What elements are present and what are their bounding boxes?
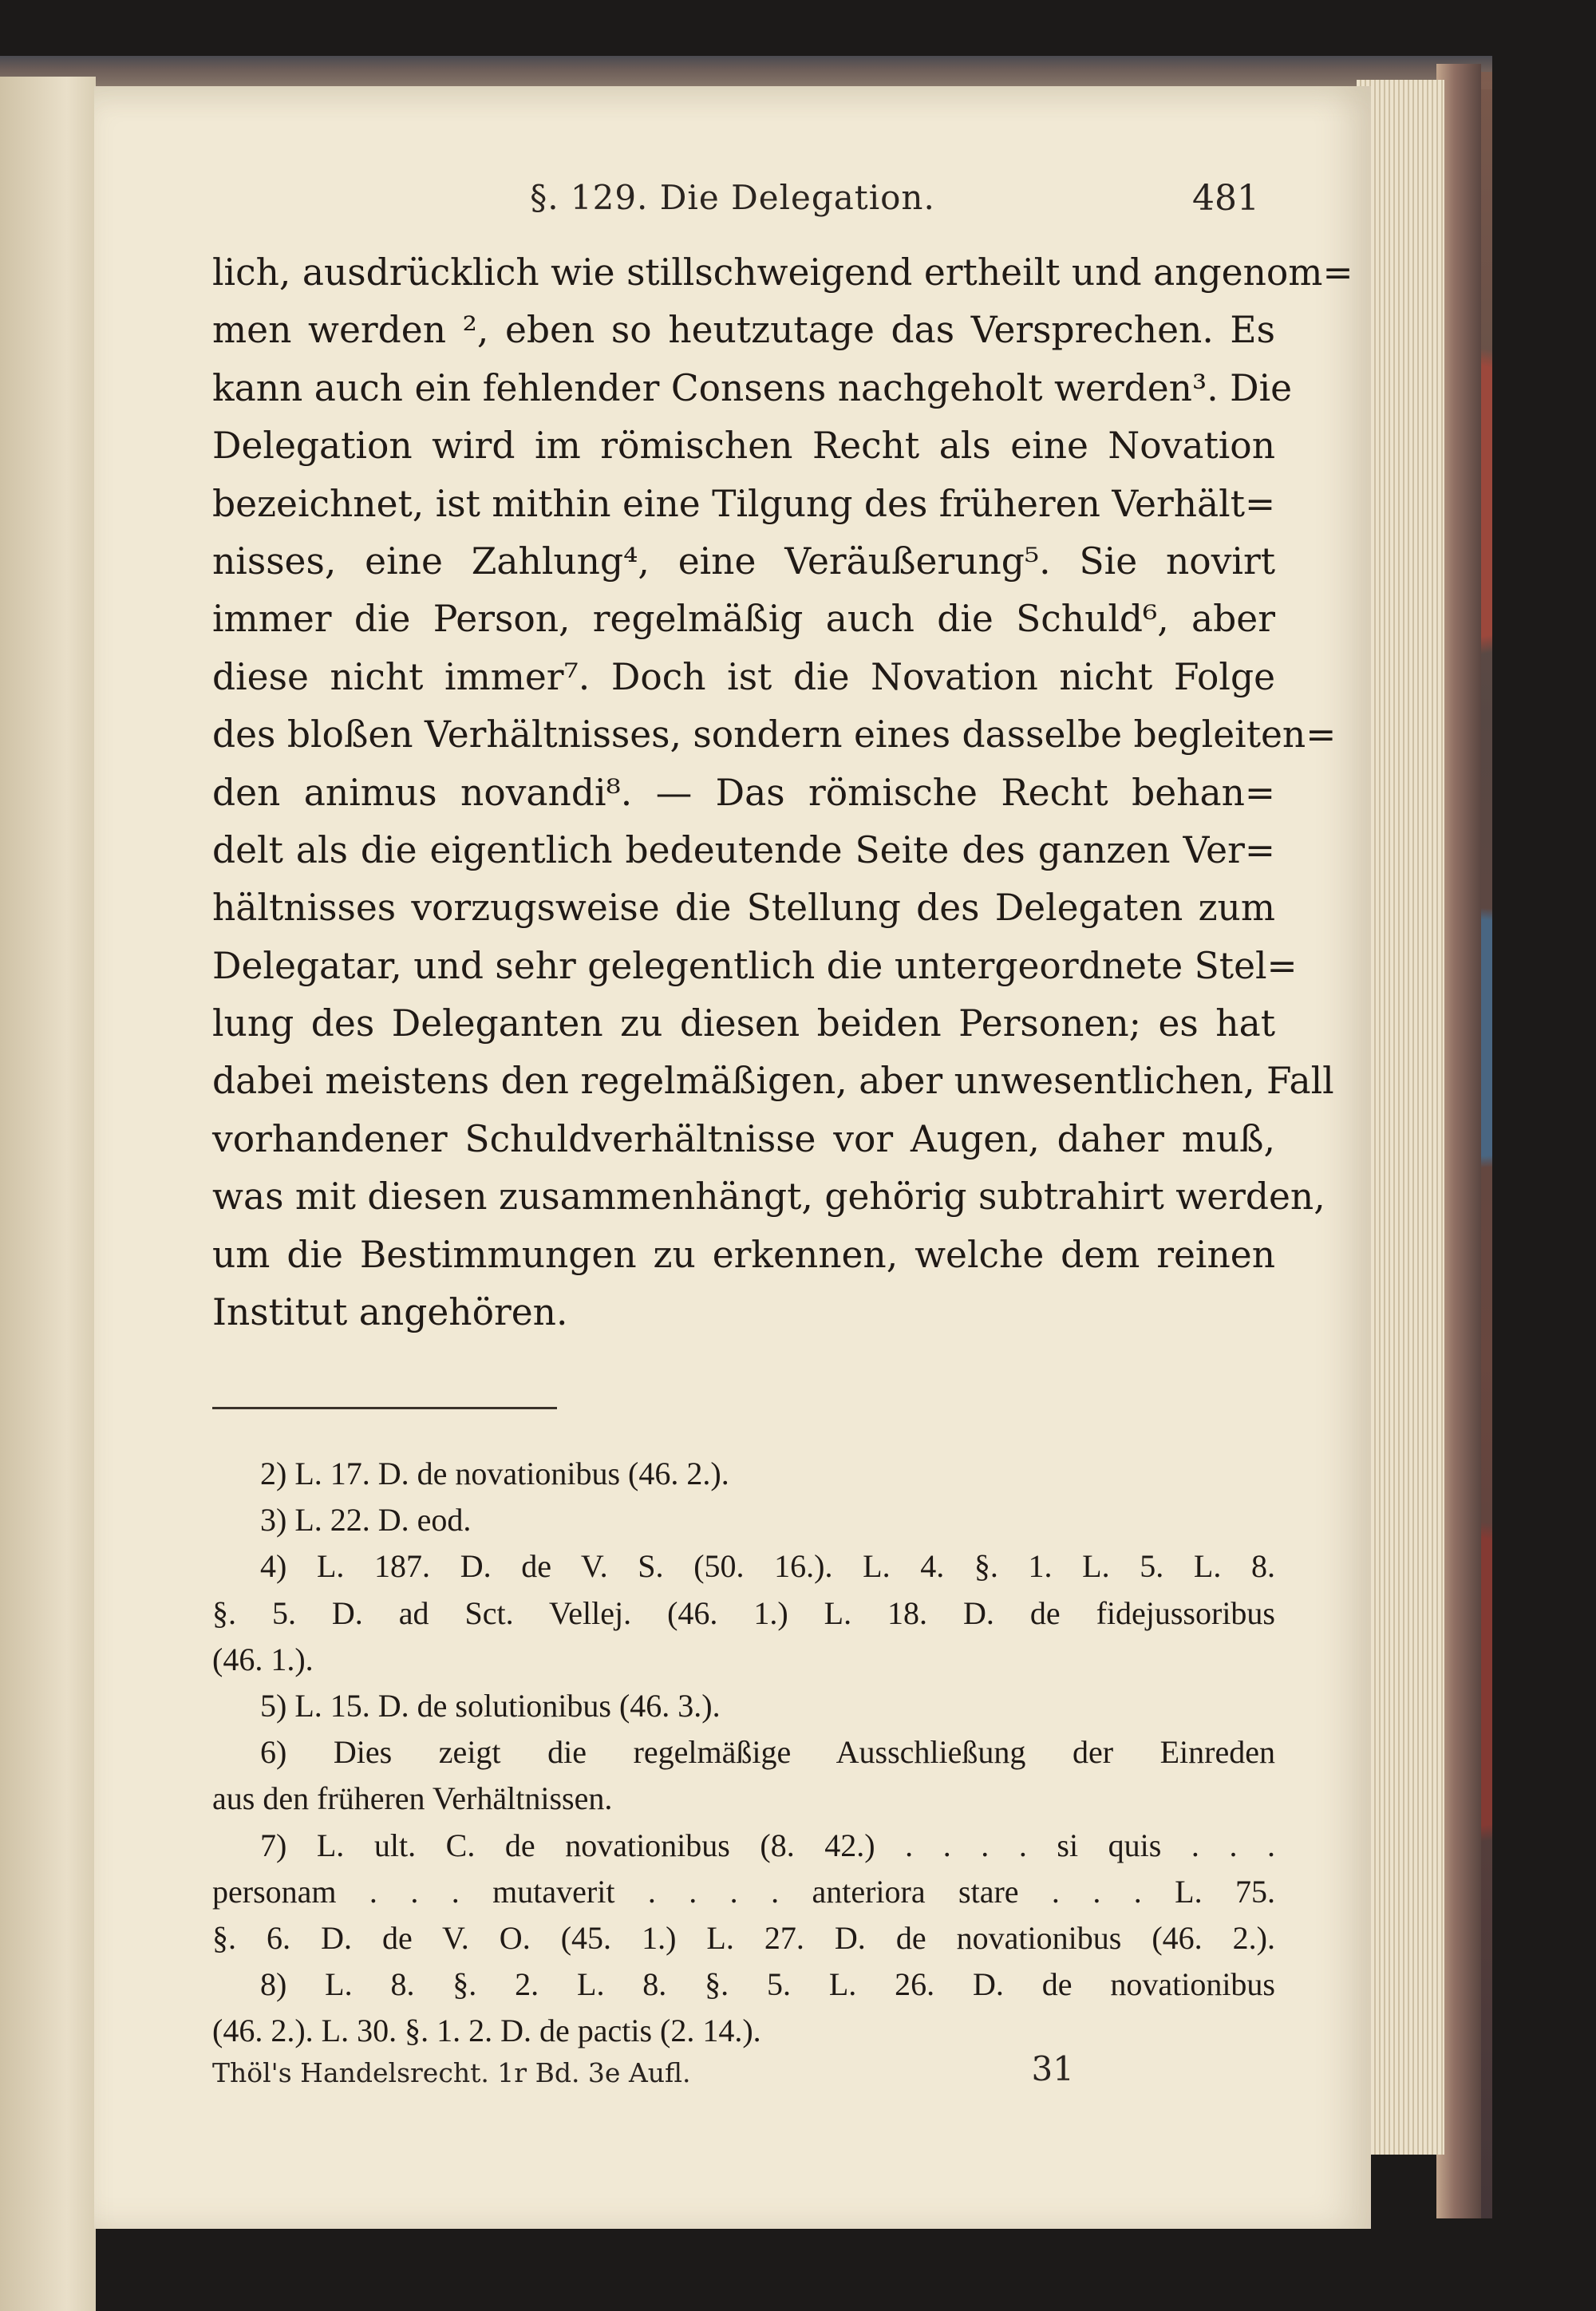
body-line: immer die Person, regelmäßig auch die Schuld⁶, aber [212,598,1275,641]
body-line: des bloßen Verhältnisses, sondern eines dasselbe begleiten= [212,713,1337,757]
body-line: den animus novandi⁸. — Das römische Recht behan= [212,771,1275,814]
body-line: Delegation wird im römischen Recht als eine Novation [212,425,1275,468]
footnote-line: 2) L. 17. D. de novationibus (46. 2.). [260,1456,729,1491]
footnote-line: 4) L. 187. D. de V. S. (50. 16.). L. 4. §. 1. L. 5. L. 8. [260,1548,1275,1585]
body-line: diese nicht immer⁷. Doch ist die Novation nicht Folge [212,655,1275,698]
body-text [212,244,1353,1341]
footnote-line: personam . . . mutaverit . . . . anteriora stare . . . L. 75. [212,1873,1275,1910]
body-line: nisses, eine Zahlung⁴, eine Veräußerung⁵. Sie novirt [212,539,1275,583]
footnote-line: 6) Dies zeigt die regelmäßige Ausschließung der Einreden [260,1734,1275,1771]
footnote-line: 3) L. 22. D. eod. [260,1502,472,1539]
body-line: dabei meistens den regelmäßigen, aber unwesentlichen, Fall [212,1060,1334,1103]
body-line: hältnisses vorzugsweise die Stellung des Delegaten zum [212,887,1275,930]
sheet-number: 31 [1031,2049,1074,2088]
section-title: §. 129. Die Delegation. [530,178,935,217]
page-number: 481 [1192,178,1259,219]
footnote-line: 5) L. 15. D. de solutionibus (46. 3.). [260,1687,721,1724]
footnote-line: aus den früheren Verhältnissen. [212,1780,613,1817]
body-line: lich, ausdrücklich wie stillschweigend ertheilt und angenom= [212,251,1353,294]
body-line: kann auch ein fehlender Consens nachgeholt werden³. Die [212,366,1293,409]
body-line: bezeichnet, ist mithin eine Tilgung des früheren Verhält= [212,482,1276,525]
book-page [94,86,1371,2229]
body-line: vorhandener Schuldverhältnisse vor Augen, daher muß, [212,1117,1275,1160]
facing-page-edge [0,77,96,2311]
footnote-line: (46. 1.). [212,1641,314,1677]
footnotes [212,1451,1275,2054]
body-line: was mit diesen zusammenhängt, gehörig subtrahirt werden, [212,1175,1325,1219]
running-head [94,178,1371,234]
footnote-line: §. 6. D. de V. O. (45. 1.) L. 27. D. de novationibus (46. 2.). [212,1919,1275,1956]
page-footer [212,2049,1074,2097]
footnote-line: (46. 2.). L. 30. §. 1. 2. D. de pactis (2. 14.). [212,2013,761,2049]
body-line: lung des Deleganten zu diesen beiden Personen; es hat [212,1002,1275,1045]
body-line: Institut angehören. [212,1291,568,1334]
footnote-line: §. 5. D. ad Sct. Vellej. (46. 1.) L. 18. D. de fidejussoribus [212,1594,1275,1631]
printer-signature: Thöl's Handelsrecht. 1r Bd. 3e Aufl. [212,2057,691,2088]
book-top-edge [0,56,1492,89]
body-line: Delegatar, und sehr gelegentlich die untergeordnete Stel= [212,944,1298,987]
footnote-rule [212,1407,557,1409]
body-line: um die Bestimmungen zu erkennen, welche dem reinen [212,1233,1275,1276]
footnote-line: 8) L. 8. §. 2. L. 8. §. 5. L. 26. D. de novationibus [260,1966,1275,2003]
footnote-line: 7) L. ult. C. de novationibus (8. 42.) . . . . si quis . . . [260,1827,1275,1863]
body-line: men werden ², eben so heutzutage das Versprechen. Es [212,309,1275,352]
body-line: delt als die eigentlich bedeutende Seite des ganzen Ver= [212,828,1275,871]
